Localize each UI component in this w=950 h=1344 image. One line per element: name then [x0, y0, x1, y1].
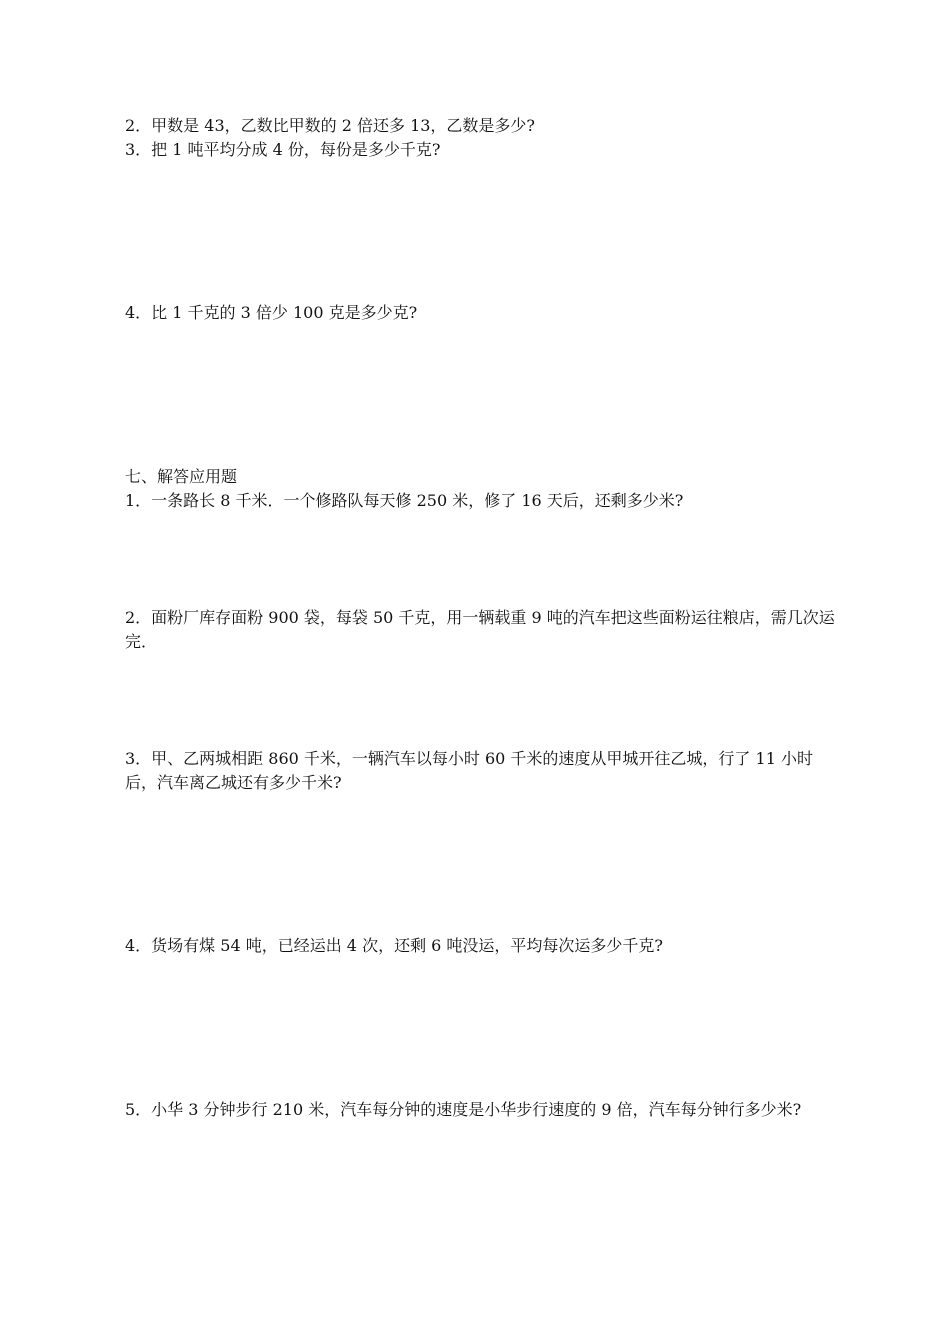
question-6-2: 2．甲数是 43，乙数比甲数的 2 倍还多 13，乙数是多少? — [125, 116, 536, 135]
question-7-3: 3．甲、乙两城相距 860 千米，一辆汽车以每小时 60 千米的速度从甲城开往乙城，行了 11 小时后，汽车离乙城还有多少千米? — [125, 749, 813, 792]
section-seven-title: 七、解答应用题 — [125, 467, 238, 486]
question-6-3: 3．把 1 吨平均分成 4 份，每份是多少千克? — [125, 140, 441, 159]
question-7-1: 1．一条路长 8 千米．一个修路队每天修 250 米，修了 16 天后，还剩多少米? — [125, 491, 684, 510]
question-6-4: 4．比 1 千克的 3 倍少 100 克是多少克? — [125, 303, 418, 322]
question-7-2: 2．面粉厂库存面粉 900 袋，每袋 50 千克，用一辆载重 9 吨的汽车把这些面粉运往粮店，需几次运完． — [125, 608, 835, 651]
question-7-5: 5．小华 3 分钟步行 210 米，汽车每分钟的速度是小华步行速度的 9 倍，汽车每分钟行多少米? — [125, 1100, 802, 1119]
question-7-4: 4．货场有煤 54 吨，已经运出 4 次，还剩 6 吨没运，平均每次运多少千克? — [125, 936, 663, 955]
